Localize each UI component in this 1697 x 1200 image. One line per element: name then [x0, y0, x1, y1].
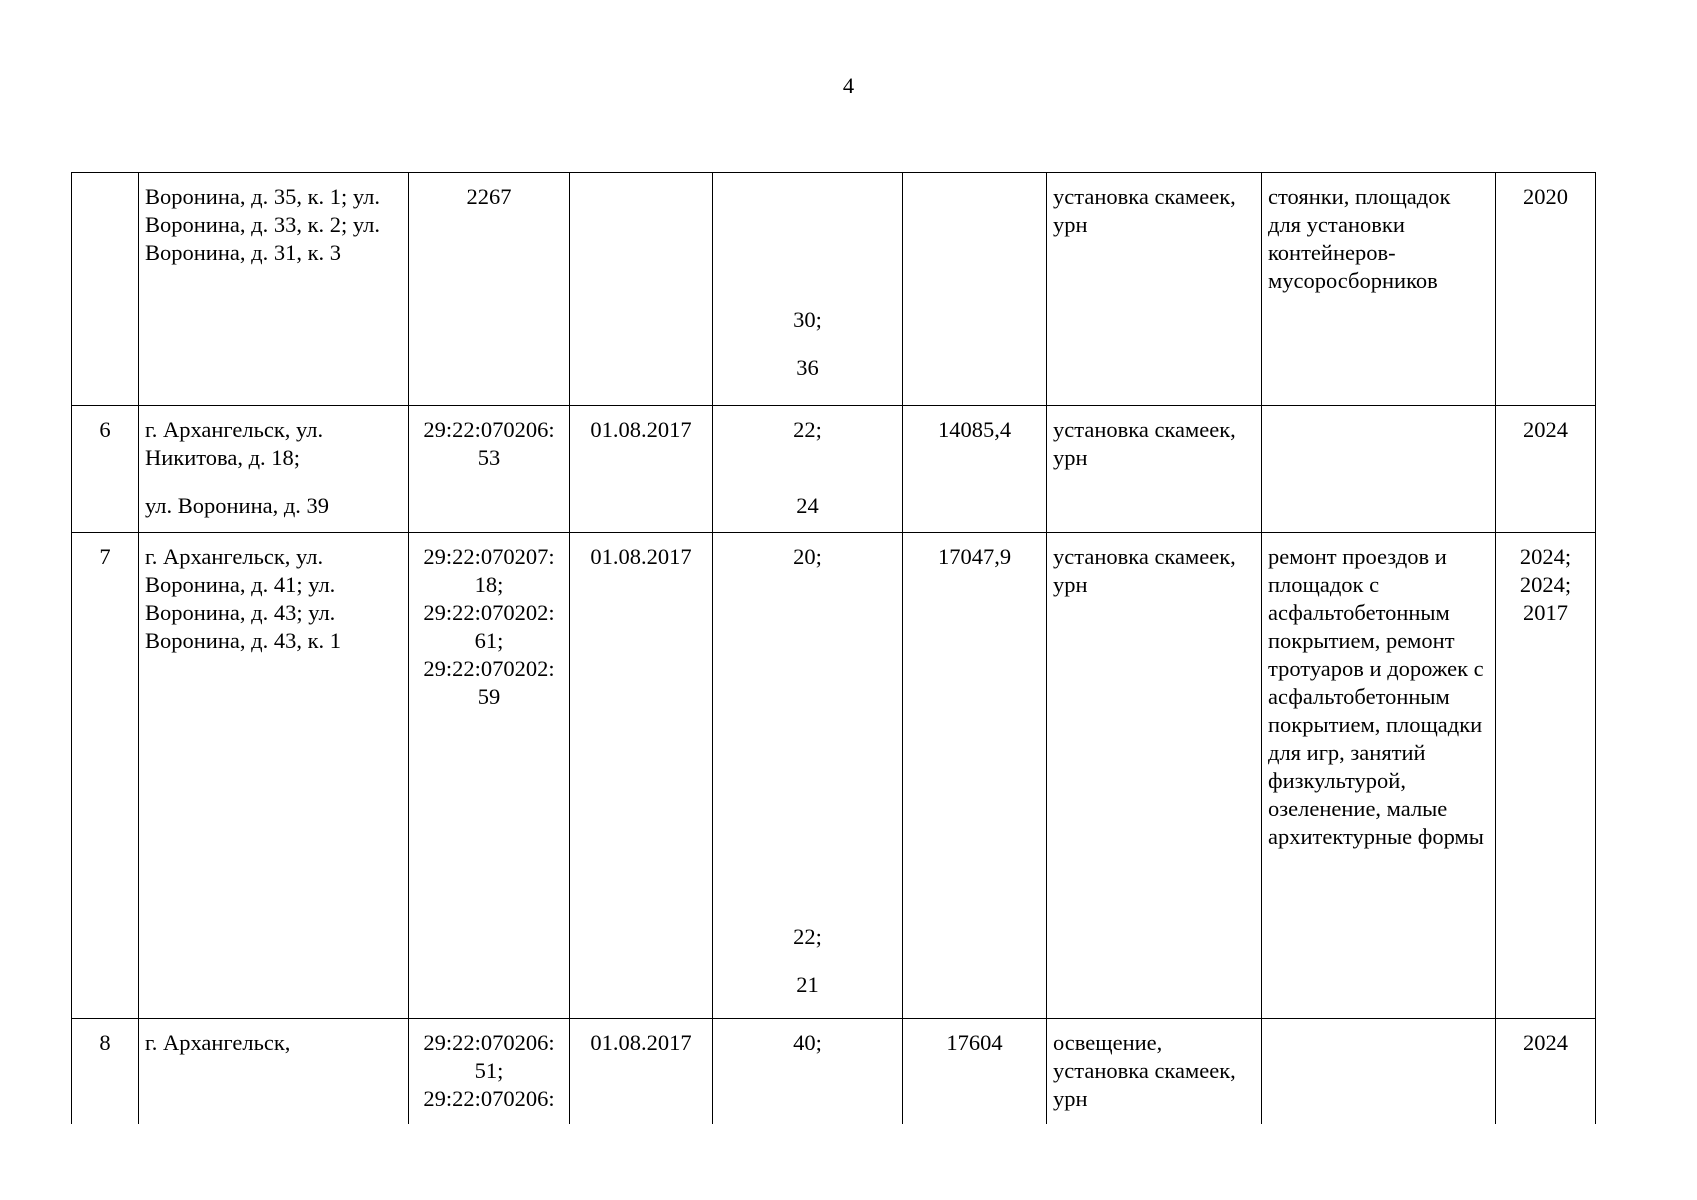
cadastre-cell: 2267 — [409, 173, 570, 406]
table-row — [72, 1019, 1596, 1124]
count-value: 36 — [796, 355, 819, 380]
address-cell — [139, 406, 409, 533]
date-cell: 01.08.2017 — [570, 406, 713, 533]
address-text: г. Архангельск, — [145, 1030, 291, 1055]
area-cell: 17604 — [903, 1019, 1047, 1124]
registry-table — [71, 172, 1596, 1124]
year-cell: 2024; 2024; 2017 — [1496, 533, 1596, 1019]
area-cell: 14085,4 — [903, 406, 1047, 533]
additional-works-cell — [1262, 406, 1496, 533]
row-number-cell: 7 — [72, 533, 139, 1019]
table-row — [72, 406, 1596, 533]
address-text: г. Архангельск, ул. Никитова, д. 18; — [145, 417, 324, 470]
counts-cell — [713, 1019, 903, 1124]
address-cell — [139, 1019, 409, 1124]
counts-cell — [713, 406, 903, 533]
year-cell: 2024 — [1496, 406, 1596, 533]
count-value: 30; — [793, 307, 822, 332]
year-cell: 2024 — [1496, 1019, 1596, 1124]
counts-cell — [713, 533, 903, 1019]
date-cell: 01.08.2017 — [570, 533, 713, 1019]
minimal-works-cell: установка скамеек, урн — [1047, 173, 1262, 406]
count-value: 22; — [793, 924, 822, 949]
address-cell — [139, 533, 409, 1019]
table-row — [72, 533, 1596, 1019]
minimal-works-cell: освещение, установка скамеек, урн — [1047, 1019, 1262, 1124]
count-value: 22; — [793, 417, 822, 442]
cadastre-cell: 29:22:070206: 53 — [409, 406, 570, 533]
row-number-cell — [72, 173, 139, 406]
row-number-cell: 8 — [72, 1019, 139, 1124]
count-value: 40; — [793, 1030, 822, 1055]
minimal-works-cell: установка скамеек, урн — [1047, 406, 1262, 533]
address-text: ул. Воронина, д. 39 — [145, 493, 330, 518]
count-value: 20; — [793, 544, 822, 569]
table-row — [72, 173, 1596, 406]
cadastre-cell: 29:22:070207: 18; 29:22:070202: 61; 29:22:070202: 59 — [409, 533, 570, 1019]
cadastre-cell: 29:22:070206: 51; 29:22:070206: — [409, 1019, 570, 1124]
count-value: 21 — [796, 972, 819, 997]
area-cell — [903, 173, 1047, 406]
address-cell — [139, 173, 409, 406]
page-number: 4 — [842, 73, 855, 98]
year-cell: 2020 — [1496, 173, 1596, 406]
address-text: г. Архангельск, ул. Воронина, д. 41; ул. Воронина, д. 43; ул. Воронина, д. 43, к. 1 — [145, 544, 341, 653]
additional-works-cell: ремонт проездов и площадок с асфальтобетонным покрытием, ремонт тротуаров и дорожек с асфальтобетонным покрытием, площадки для игр, занятий физкультурой, озеленение, малые архитектурные формы — [1262, 533, 1496, 1019]
additional-works-cell: стоянки, площадок для установки контейнеров-мусоросборников — [1262, 173, 1496, 406]
address-text: Воронина, д. 35, к. 1; ул. Воронина, д. 33, к. 2; ул. Воронина, д. 31, к. 3 — [145, 184, 380, 265]
additional-works-cell — [1262, 1019, 1496, 1124]
minimal-works-cell: установка скамеек, урн — [1047, 533, 1262, 1019]
date-cell — [570, 173, 713, 406]
row-number-cell: 6 — [72, 406, 139, 533]
date-cell: 01.08.2017 — [570, 1019, 713, 1124]
counts-cell — [713, 173, 903, 406]
area-cell: 17047,9 — [903, 533, 1047, 1019]
count-value: 24 — [796, 493, 819, 518]
